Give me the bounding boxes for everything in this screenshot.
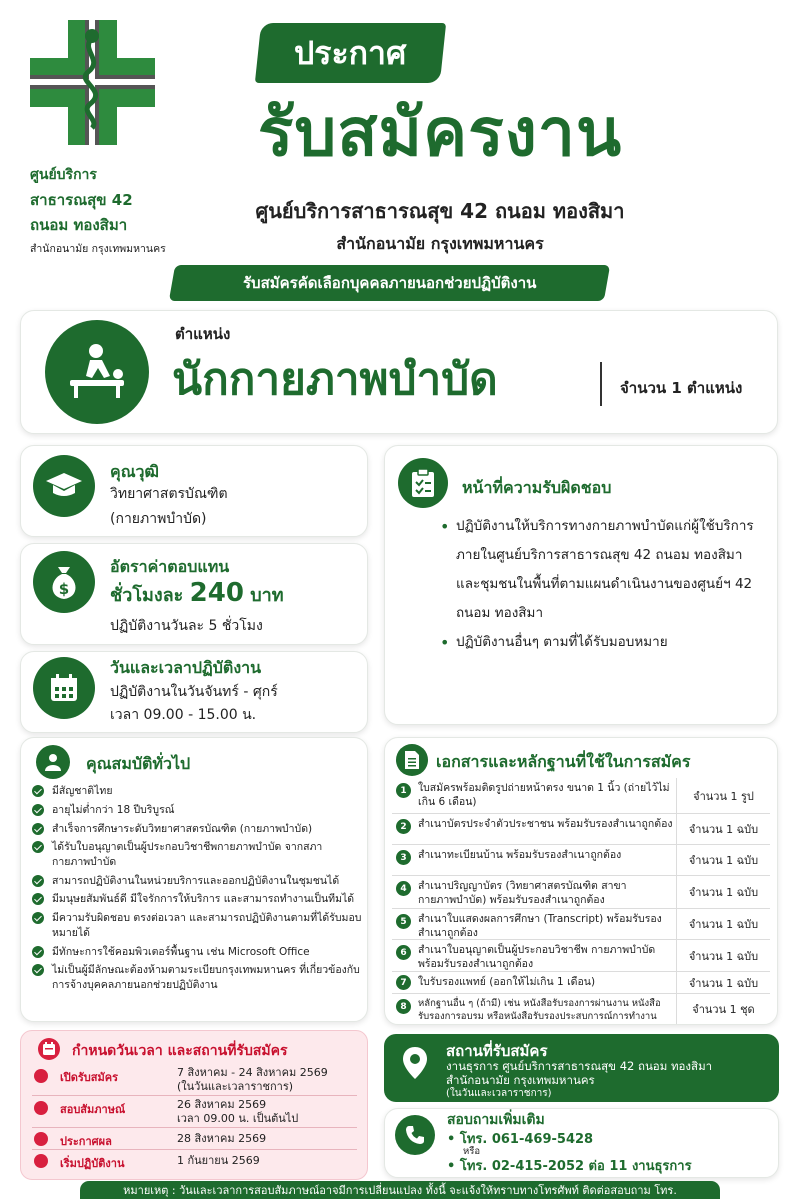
list-item: ไม่เป็นผู้มีลักษณะต้องห้ามตามระเบียบกรุงเทพมหานคร ที่เกี่ยวข้องกับการจ้างบุคคลภายนอกช่วยปฏิบัติงาน bbox=[30, 963, 365, 992]
position-title: นักกายภาพบำบัด bbox=[172, 354, 498, 405]
location-address: งานธุรการ ศูนย์บริการสาธารณสุข 42 ถนอม ทองสิมา สำนักอนามัย กรุงเทพมหานคร (ในวันและเวลาราชการ) bbox=[446, 1059, 713, 1099]
document-row: 8 หลักฐานอื่น ๆ (ถ้ามี) เช่น หนังสือรับรองการผ่านงาน หนังสือรับรองการอบรม หรือหนังสือรับรองประสบการณ์การทำงาน จำนวน 1 ชุด bbox=[392, 994, 770, 1024]
list-item: สำเร็จการศึกษาระดับวิทยาศาสตรบัณฑิต (กายภาพบำบัด) bbox=[30, 822, 365, 837]
check-icon bbox=[32, 964, 44, 976]
check-icon bbox=[32, 946, 44, 958]
responsibilities-list bbox=[440, 512, 770, 657]
position-label: ตำแหน่ง bbox=[175, 325, 231, 343]
organization-logo bbox=[30, 20, 155, 145]
work-time-heading: วันและเวลาปฏิบัติงาน bbox=[110, 658, 262, 677]
schedule-row: เริ่มปฏิบัติงาน 1 กันยายน 2569 bbox=[32, 1150, 357, 1172]
contact-phone-2[interactable]: • โทร. 02-415-2052 ต่อ 11 งานธุรการ bbox=[447, 1159, 692, 1174]
list-item: มีทักษะการใช้คอมพิวเตอร์พื้นฐาน เช่น Microsoft Office bbox=[30, 945, 365, 960]
check-icon bbox=[32, 823, 44, 835]
list-item: • ปฏิบัติงานให้บริการทางกายภาพบำบัดแก่ผู้ใช้บริการภายในศูนย์บริการสาธารณสุข 42 ถนอม ทองสิมา และชุมชนในพื้นที่ตามแผนดำเนินงานของศูนย์ฯ 42 ถนอม ทองสิมา bbox=[440, 512, 770, 628]
contact-or: หรือ bbox=[463, 1146, 481, 1157]
document-icon bbox=[396, 744, 428, 776]
list-item: • ปฏิบัติงานอื่นๆ ตามที่ได้รับมอบหมาย bbox=[440, 628, 770, 657]
document-row: 7 ใบรับรองแพทย์ (ออกให้ไม่เกิน 1 เดือน) จำนวน 1 ฉบับ bbox=[392, 972, 770, 994]
page-subtitle-dept: สำนักอนามัย กรุงเทพมหานคร bbox=[336, 234, 544, 253]
position-divider bbox=[600, 362, 602, 406]
footer-note: หมายเหตุ : วันและเวลาการสอบสัมภาษณ์อาจมีการเปลี่ยนแปลง ทั้งนี้ จะแจ้งให้ทราบทางโทรศัพท์ ติดต่อสอบถาม โทร. bbox=[80, 1181, 720, 1199]
calendar-icon bbox=[38, 1038, 60, 1060]
graduation-cap-icon bbox=[33, 455, 95, 517]
wage-unit: บาท bbox=[250, 585, 284, 606]
svg-text:$: $ bbox=[58, 580, 70, 598]
organization-name: ศูนย์บริการ สาธารณสุข 42 ถนอม ทองสิมา bbox=[30, 167, 133, 234]
work-days: ปฏิบัติงานในวันจันทร์ - ศุกร์ bbox=[110, 684, 278, 700]
list-item: มีความรับผิดชอบ ตรงต่อเวลา และสามารถปฏิบัติงานตามที่ได้รับมอบหมายได้ bbox=[30, 911, 365, 940]
education-degree: วิทยาศาสตรบัณฑิต bbox=[110, 486, 228, 502]
check-icon bbox=[32, 893, 44, 905]
schedule-heading: กำหนดวันเวลา และสถานที่รับสมัคร bbox=[72, 1043, 288, 1059]
clipboard-icon bbox=[398, 458, 448, 508]
schedule-value: 26 สิงหาคม 2569 เวลา 09.00 น. เป็นต้นไป bbox=[177, 1098, 299, 1125]
money-bag-icon bbox=[33, 551, 95, 613]
education-heading: คุณวุฒิ bbox=[110, 462, 159, 481]
contact-phone-1[interactable]: • โทร. 061-469-5428 bbox=[447, 1132, 594, 1147]
massage-therapy-icon bbox=[45, 320, 149, 424]
document-row: 4 สำเนาปริญญาบัตร (วิทยาศาสตรบัณฑิต สาขากายภาพบำบัด) พร้อมรับรองสำเนาถูกต้อง จำนวน 1 ฉบับ bbox=[392, 876, 770, 909]
person-icon bbox=[34, 1101, 48, 1115]
check-icon bbox=[32, 841, 44, 853]
check-icon bbox=[32, 804, 44, 816]
page-title: รับสมัครงาน bbox=[257, 94, 623, 171]
document-row: 1 ใบสมัครพร้อมติดรูปถ่ายหน้าตรง ขนาด 1 นิ้ว (ถ่ายไว้ไม่เกิน 6 เดือน) จำนวน 1 รูป bbox=[392, 778, 770, 814]
list-item: มีมนุษยสัมพันธ์ดี มีใจรักการให้บริการ และสามารถทำงานเป็นทีมได้ bbox=[30, 892, 365, 907]
list-item: อายุไม่ต่ำกว่า 18 ปีบริบูรณ์ bbox=[30, 803, 365, 818]
person-icon bbox=[36, 745, 70, 779]
list-item: มีสัญชาติไทย bbox=[30, 784, 365, 799]
schedule-value: 7 สิงหาคม - 24 สิงหาคม 2569 (ในวันและเวลาราชการ) bbox=[177, 1066, 328, 1093]
location-card bbox=[384, 1034, 779, 1102]
responsibilities-heading: หน้าที่ความรับผิดชอบ bbox=[462, 478, 612, 497]
page-subtitle: ศูนย์บริการสาธารณสุข 42 ถนอม ทองสิมา bbox=[255, 199, 625, 223]
check-icon bbox=[32, 912, 44, 924]
document-row: 5 สำเนาใบแสดงผลการศึกษา (Transcript) พร้อมรับรองสำเนาถูกต้อง จำนวน 1 ฉบับ bbox=[392, 909, 770, 940]
qualifications-heading: คุณสมบัติทั่วไป bbox=[86, 754, 191, 773]
schedule-row: สอบสัมภาษณ์ 26 สิงหาคม 2569 เวลา 09.00 น. เป็นต้นไป bbox=[32, 1096, 357, 1128]
contact-card bbox=[384, 1108, 779, 1178]
check-icon bbox=[32, 875, 44, 887]
schedule-row: ประกาศผล 28 สิงหาคม 2569 bbox=[32, 1128, 357, 1150]
qualifications-list bbox=[30, 784, 365, 997]
wage-rate bbox=[110, 578, 284, 609]
phone-icon bbox=[395, 1115, 435, 1155]
position-count: จำนวน 1 ตำแหน่ง bbox=[620, 379, 743, 397]
announcement-tag: ประกาศ bbox=[255, 23, 446, 83]
power-icon bbox=[34, 1154, 48, 1168]
calendar-icon bbox=[34, 1069, 48, 1083]
location-heading: สถานที่รับสมัคร bbox=[446, 1042, 548, 1060]
wage-heading: อัตราค่าตอบแทน bbox=[110, 557, 230, 576]
megaphone-icon bbox=[34, 1132, 48, 1146]
documents-heading: เอกสารและหลักฐานที่ใช้ในการสมัคร bbox=[436, 752, 691, 771]
contact-heading: สอบถามเพิ่มเติม bbox=[447, 1112, 545, 1128]
document-row: 6 สำเนาใบอนุญาตเป็นผู้ประกอบวิชาชีพ กายภาพบำบัด พร้อมรับรองสำเนาถูกต้อง จำนวน 1 ฉบับ bbox=[392, 940, 770, 972]
list-item: สามารถปฏิบัติงานในหน่วยบริการและออกปฏิบัติงานในชุมชนได้ bbox=[30, 874, 365, 889]
wage-prefix: ชั่วโมงละ bbox=[110, 585, 184, 606]
document-row: 3 สำเนาทะเบียนบ้าน พร้อมรับรองสำเนาถูกต้อง จำนวน 1 ฉบับ bbox=[392, 845, 770, 876]
work-hours: เวลา 09.00 - 15.00 น. bbox=[110, 707, 257, 723]
education-major: (กายภาพบำบัด) bbox=[110, 511, 207, 527]
document-row: 2 สำเนาบัตรประจำตัวประชาชน พร้อมรับรองสำเนาถูกต้อง จำนวน 1 ฉบับ bbox=[392, 814, 770, 845]
wage-amount: 240 bbox=[189, 578, 244, 608]
organization-department: สำนักอนามัย กรุงเทพมหานคร bbox=[30, 243, 166, 255]
schedule-row: เปิดรับสมัคร 7 สิงหาคม - 24 สิงหาคม 2569 (ในวันและเวลาราชการ) bbox=[32, 1064, 357, 1096]
list-item: ได้รับใบอนุญาตเป็นผู้ประกอบวิชาชีพกายภาพบำบัด จากสภากายภาพบำบัด bbox=[30, 840, 365, 869]
recruitment-ribbon: รับสมัครคัดเลือกบุคคลภายนอกช่วยปฏิบัติงาน bbox=[169, 265, 610, 301]
check-icon bbox=[32, 785, 44, 797]
wage-note: ปฏิบัติงานวันละ 5 ชั่วโมง bbox=[110, 618, 263, 634]
calendar-icon bbox=[33, 657, 95, 719]
map-pin-icon bbox=[402, 1046, 428, 1084]
